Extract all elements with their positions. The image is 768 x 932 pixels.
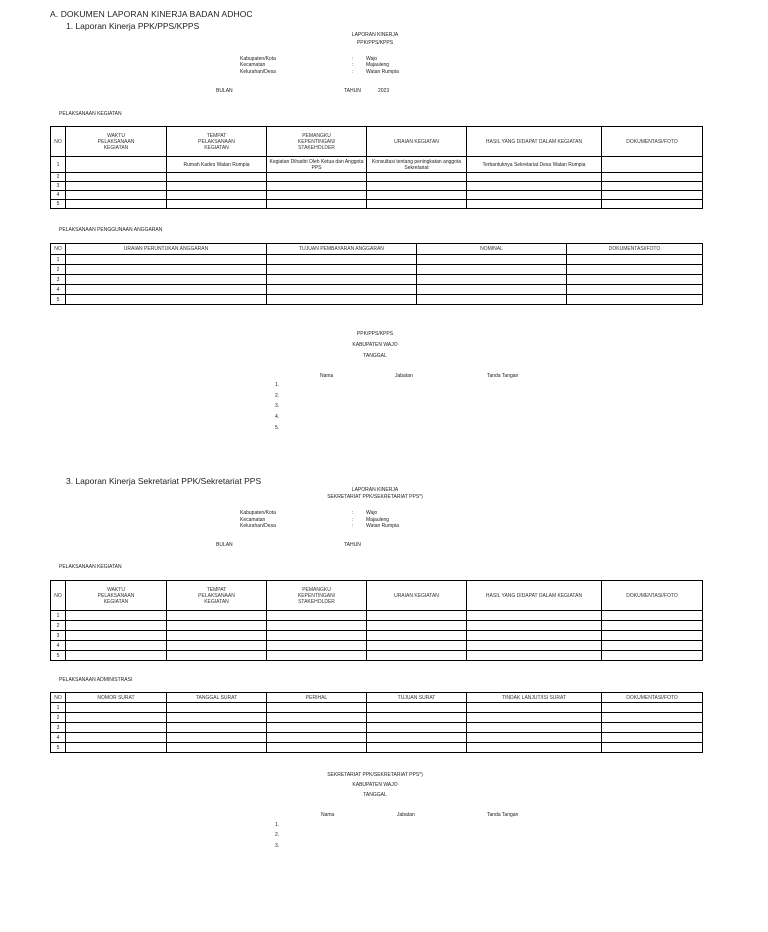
cell-uraian: Konsultasi tentang peningkatan anggota Sekretariat [367,157,467,173]
table-row [51,641,703,651]
table-row [51,723,703,733]
table-row [51,285,703,295]
row-number: 3 [51,182,66,191]
part1-report-title: LAPORAN KINERJA [351,32,399,38]
row-number: 4 [51,191,66,200]
row-number: 5 [51,200,66,209]
field-label: Kecamatan [240,517,266,523]
row-number: 1 [51,703,66,713]
row-number: 1 [51,157,66,173]
field-value: Wajo [366,56,378,62]
table-header-row [51,244,703,255]
table-row [51,631,703,641]
cell-pemangku: Kegiatan Dihadiri Oleh Ketua dan Anggota PPS [267,157,367,173]
tahun-label: TAHUN [344,542,361,548]
header-hasil: HASIL YANG DIDAPAT DALAM KEGIATAN [467,581,602,611]
table-row [51,611,703,621]
table-header-row [51,693,703,703]
row-number: 1 [51,255,66,265]
field-value: Watan Rumpia [366,69,399,75]
signature-tanggal: TANGGAL [363,353,387,359]
row-number: 5 [51,295,66,305]
field-colon: : [352,62,354,68]
tahun-value: 2023 [378,88,390,94]
part3-heading: 3. Laporan Kinerja Sekretariat PPK/Sekretariat PPS [66,476,262,486]
field-value: Majauleng [366,517,390,523]
signature-jabatan-header: Jabatan [395,373,413,379]
header-tujuan-pembayaran: TUJUAN PEMBAYARAN ANGGARAN [267,244,417,255]
table-row [51,275,703,285]
table-row [51,265,703,275]
row-number: 2 [51,265,66,275]
row-number: 4 [51,733,66,743]
header-hasil: HASIL YANG DIDAPAT DALAM KEGIATAN [467,127,602,157]
row-number: 2 [51,621,66,631]
table-row [51,621,703,631]
cell-dokumentasi [602,157,703,173]
header-tempat: TEMPAT PELAKSANAAN KEGIATAN [167,127,267,157]
table-caption: PELAKSANAAN KEGIATAN [59,111,122,117]
signature-nama-header: Nama [320,373,334,379]
anggaran-table [50,243,703,305]
cell-waktu [66,157,167,173]
header-tindak-lanjut: TINDAK LANJUT/ISI SURAT [467,693,602,703]
header-dokumentasi: DOKUMENTASI/FOTO [602,581,703,611]
table-row [51,733,703,743]
row-number: 3 [51,631,66,641]
part3-report-title: LAPORAN KINERJA [351,487,399,493]
administrasi-table [50,692,703,753]
signature-number: 1. [275,382,280,388]
header-no: NO [51,127,66,157]
row-number: 5 [51,651,66,661]
table-row [51,713,703,723]
table-caption: PELAKSANAAN KEGIATAN [59,564,122,570]
signature-kabupaten: KABUPATEN WAJO [352,342,398,348]
field-colon: : [352,510,354,516]
section-a-heading: A. DOKUMEN LAPORAN KINERJA BADAN ADHOC [50,9,253,19]
table-row [51,182,703,191]
header-pemangku: PEMANGKU KEPENTINGAN/ STAKEHOLDER [267,127,367,157]
header-dokumentasi: DOKUMENTASI/FOTO [567,244,703,255]
table-row [51,651,703,661]
bulan-label: BULAN [216,542,233,548]
field-value: Wajo [366,510,378,516]
field-colon: : [352,517,354,523]
header-waktu: WAKTU PELAKSANAAN KEGIATAN [66,127,167,157]
signature-number: 3. [275,403,280,409]
header-tujuan-surat: TUJUAN SURAT [367,693,467,703]
table-header-row [51,581,703,611]
row-number: 2 [51,173,66,182]
row-number: 4 [51,285,66,295]
signature-nama-header: Nama [321,812,335,818]
header-nomor-surat: NOMOR SURAT [66,693,167,703]
kegiatan-table [50,580,703,661]
signature-number: 2. [275,832,280,838]
field-label: Kelurahan/Desa [240,69,276,75]
header-uraian: URAIAN KEGIATAN [367,127,467,157]
signature-org: PPK/PPS/KPPS [356,331,394,337]
kegiatan-table [50,126,703,209]
table-row [51,200,703,209]
signature-ttd-header: Tanda Tangan [487,373,519,379]
table-caption: PELAKSANAAN PENGGUNAAN ANGGARAN [59,227,163,233]
table-row [51,157,703,173]
row-number: 3 [51,275,66,285]
header-dokumentasi: DOKUMENTASI/FOTO [602,127,703,157]
header-tanggal-surat: TANGGAL SURAT [167,693,267,703]
field-colon: : [352,69,354,75]
table-row [51,173,703,182]
table-row [51,295,703,305]
table-caption: PELAKSANAAN ADMINISTRASI [59,677,133,683]
signature-ttd-header: Tanda Tangan [487,812,519,818]
table-header-row [51,127,703,157]
part3-report-subtitle: SEKRETARIAT PPK/SEKRETARIAT PPS*) [327,494,423,500]
signature-tanggal: TANGGAL [363,792,387,798]
table-row [51,743,703,753]
table-row [51,191,703,200]
header-waktu: WAKTU PELAKSANAAN KEGIATAN [66,581,167,611]
field-label: Kabupaten/Kota [240,510,276,516]
signature-number: 2. [275,393,280,399]
cell-tempat: Rumah Kades Watan Rumpia [167,157,267,173]
field-label: Kabupaten/Kota [240,56,276,62]
header-dokumentasi: DOKUMENTASI/FOTO [602,693,703,703]
row-number: 4 [51,641,66,651]
row-number: 3 [51,723,66,733]
table-row [51,703,703,713]
header-pemangku: PEMANGKU KEPENTINGAN/ STAKEHOLDER [267,581,367,611]
header-uraian: URAIAN KEGIATAN [367,581,467,611]
field-colon: : [352,56,354,62]
field-value: Watan Rumpia [366,523,399,529]
signature-number: 4. [275,414,280,420]
signature-number: 1. [275,822,280,828]
header-perihal: PERIHAL [267,693,367,703]
header-no: NO [51,581,66,611]
signature-jabatan-header: Jabatan [397,812,415,818]
signature-kabupaten: KABUPATEN WAJO [352,782,398,788]
cell-hasil: Terbantuknya Sekretariat Desa Watan Rumpia [467,157,602,173]
tahun-label: TAHUN [344,88,361,94]
signature-number: 3. [275,843,280,849]
table-row [51,255,703,265]
field-label: Kecamatan [240,62,266,68]
signature-number: 5. [275,425,280,431]
row-number: 2 [51,713,66,723]
field-value: Majauleng [366,62,390,68]
row-number: 1 [51,611,66,621]
bulan-label: BULAN [216,88,233,94]
signature-org: SEKRETARIAT PPK/SEKRETARIAT PPS*) [327,772,423,778]
field-label: Kelurahan/Desa [240,523,276,529]
header-uraian-anggaran: URAIAN PERUNTUKAN ANGGARAN [66,244,267,255]
header-no: NO [51,244,66,255]
header-tempat: TEMPAT PELAKSANAAN KEGIATAN [167,581,267,611]
header-nominal: NOMINAL [417,244,567,255]
header-no: NO [51,693,66,703]
row-number: 5 [51,743,66,753]
part1-report-subtitle: PPK/PPS/KPPS [356,40,394,46]
field-colon: : [352,523,354,529]
part1-heading: 1. Laporan Kinerja PPK/PPS/KPPS [66,21,200,31]
